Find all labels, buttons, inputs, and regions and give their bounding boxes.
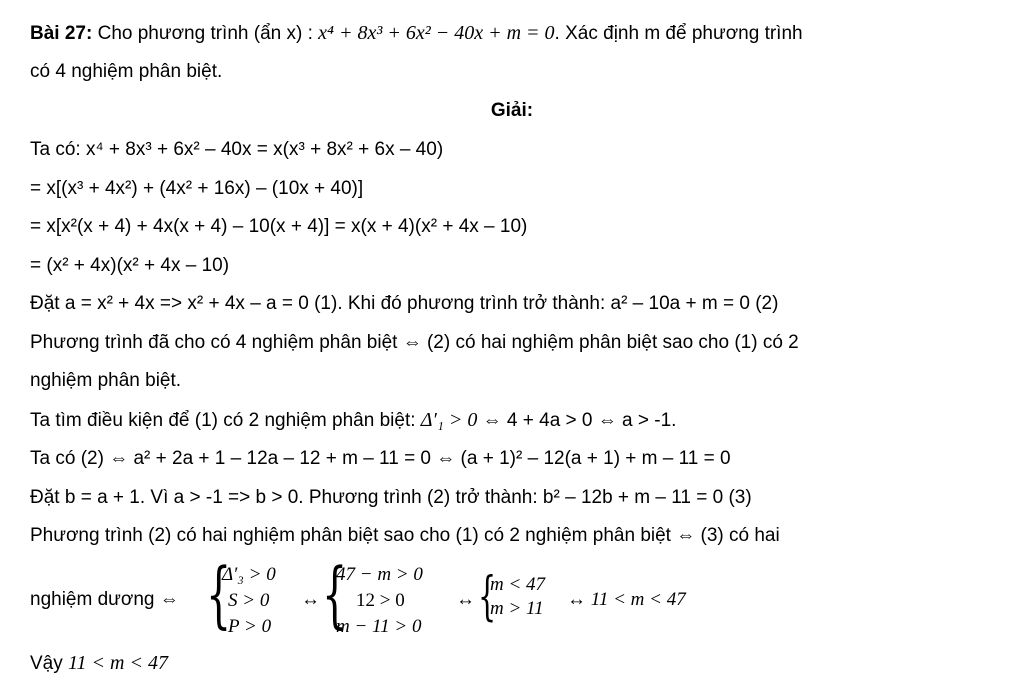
solution-line-3: = x[x²(x + 4) + 4x(x + 4) – 10(x + 4)] = x(x + 4)(x² + 4x – 10) — [30, 216, 528, 237]
solution-heading: Giải: — [490, 100, 534, 121]
solution-line-4: = (x² + 4x)(x² + 4x – 10) — [30, 255, 230, 276]
conclusion-label: Vậy — [30, 653, 63, 674]
system-1 — [206, 552, 296, 642]
system-2-row-3: m − 11 > 0 — [336, 616, 422, 637]
solution-line-2: = x[(x³ + 4x²) + (4x² + 16x) – (10x + 40)] — [30, 178, 364, 199]
condition-result: ⇔ 4 + 4a > 0 ⇔ a > -1. — [482, 410, 677, 431]
solution-line-10: Đặt b = a + 1. Vì a > -1 => b > 0. Phương trình (2) trở thành: b² – 12b + m – 11 = 0 (3) — [30, 487, 752, 508]
left-brace-icon: { — [478, 567, 497, 627]
problem-tail: . Xác định m để phương trình — [554, 23, 803, 44]
problem-line-2: có 4 nghiệm phân biệt. — [30, 61, 223, 82]
solution-line-6: Phương trình đã cho có 4 nghiệm phân biệt ⇔ (2) có hai nghiệm phân biệt sao cho (1) có 2 — [30, 332, 799, 353]
solution-line-11: Phương trình (2) có hai nghiệm phân biệt sao cho (1) có 2 nghiệm phân biệt ⇔ (3) có hai — [30, 525, 780, 546]
problem-intro: Cho phương trình (ẩn x) : — [97, 23, 313, 44]
system-1-row-1: Δ′₃ > 0 — [222, 564, 276, 585]
solution-line-8 — [30, 408, 676, 433]
conclusion-answer: 11 < m < 47 — [68, 652, 168, 674]
system-1-row-2: S > 0 — [228, 590, 270, 611]
system-3-row-1: m < 47 — [490, 574, 546, 595]
system-1-row-3: P > 0 — [228, 616, 272, 637]
system-2-row-2: 12 > 0 — [356, 590, 405, 611]
solution-line-1: Ta có: x⁴ + 8x³ + 6x² – 40x = x(x³ + 8x² + 6x – 40) — [30, 139, 444, 160]
system-2 — [322, 552, 452, 642]
solution-line-5: Đặt a = x² + 4x => x² + 4x – a = 0 (1). Khi đó phương trình trở thành: a² – 10a + m = 0 (2) — [30, 293, 779, 314]
system-3-row-2: m > 11 — [490, 598, 544, 619]
left-brace-icon: { — [322, 552, 348, 636]
final-range: ↔ 11 < m < 47 — [567, 589, 686, 610]
system-3 — [478, 567, 568, 628]
arrow-2: ↔ — [456, 589, 475, 610]
condition-text: Ta tìm điều kiện để (1) có 2 nghiệm phân biệt: — [30, 410, 416, 431]
solution-line-12: nghiệm dương ⇔ — [30, 589, 179, 610]
problem-line-1 — [30, 21, 803, 46]
discriminant-condition: Δ′₁ > 0 — [420, 409, 478, 431]
problem-label: Bài 27: — [30, 23, 93, 44]
solution-line-9: Ta có (2) ⇔ a² + 2a + 1 – 12a – 12 + m – 11 = 0 ⇔ (a + 1)² – 12(a + 1) + m – 11 = 0 — [30, 448, 731, 469]
system-2-row-1: 47 − m > 0 — [336, 564, 423, 585]
arrow-1: ↔ — [301, 589, 320, 610]
conclusion-line — [30, 651, 168, 676]
problem-equation: x⁴ + 8x³ + 6x² − 40x + m = 0 — [318, 22, 555, 44]
solution-line-7: nghiệm phân biệt. — [30, 370, 182, 391]
left-brace-icon: { — [206, 552, 232, 636]
